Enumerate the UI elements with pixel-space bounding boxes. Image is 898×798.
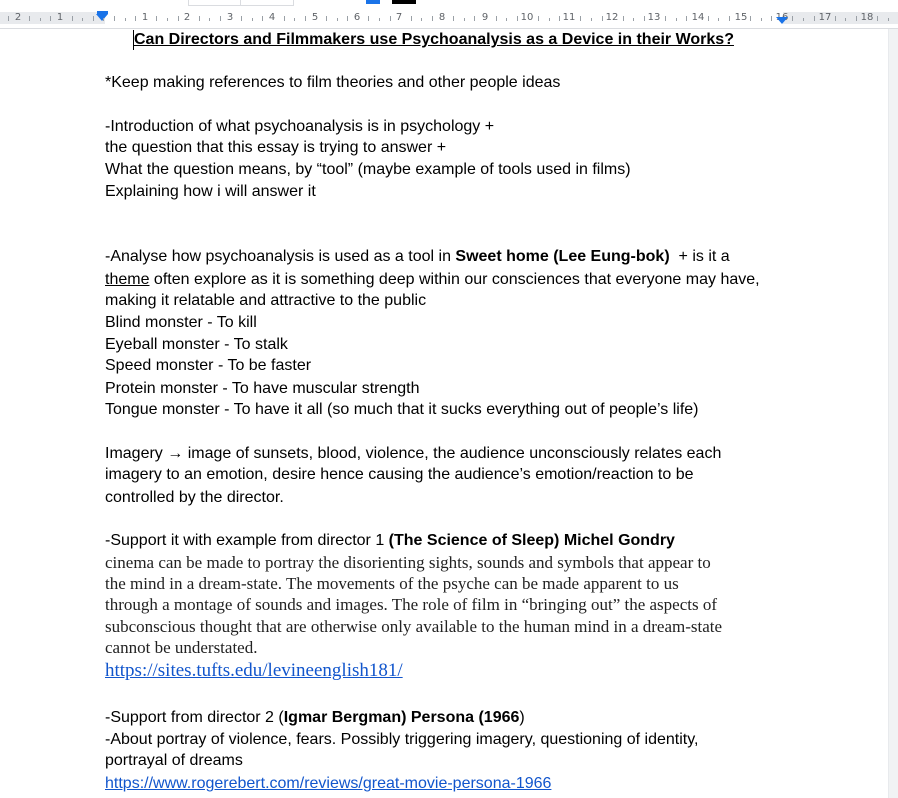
ruler-number: 12 — [605, 12, 619, 23]
ruler-tick — [368, 16, 369, 21]
ruler-tick — [792, 16, 793, 21]
ruler-tick — [252, 18, 253, 21]
ruler-tick — [209, 18, 210, 21]
ruler-tick — [559, 16, 560, 21]
relatable-line: making it relatable and attractive to the public — [105, 292, 427, 309]
ruler-tick — [803, 18, 804, 21]
analyse-text: -Analyse how psychoanalysis is used as a tool in — [105, 248, 456, 265]
support-1-line — [105, 530, 675, 552]
ruler-number: 3 — [226, 12, 234, 23]
quote-line-1: cinema can be made to portray the disorienting sights, sounds and symbols that appear to — [105, 553, 711, 572]
support-2-close: ) — [519, 709, 525, 726]
right-indent-marker[interactable] — [776, 17, 788, 24]
source-link-1[interactable]: https://sites.tufts.edu/levineenglish181/ — [105, 660, 403, 681]
support-1-film: (The Science of Sleep) Michel Gondry — [388, 532, 675, 549]
imagery-line-3: controlled by the director. — [105, 489, 284, 506]
ruler-tick — [708, 16, 709, 21]
quote-line-3: through a montage of sounds and images. The role of film in “bringing out” the aspects of — [105, 595, 718, 614]
ruler-tick — [750, 16, 751, 21]
ruler-tick — [602, 16, 603, 21]
ruler-tick — [729, 16, 730, 21]
ruler-tick — [814, 16, 815, 21]
ruler-tick — [845, 18, 846, 21]
left-indent-marker[interactable] — [96, 14, 108, 21]
ruler-tick — [262, 16, 263, 21]
ruler-number: 4 — [268, 12, 276, 23]
ruler-tick — [686, 16, 687, 21]
about-line-1: -About portray of violence, fears. Possibly triggering imagery, questioning of identity, — [105, 731, 699, 748]
ruler-tick — [644, 16, 645, 21]
note-line: *Keep making references to film theories and other people ideas — [105, 74, 561, 91]
ruler-tick — [411, 16, 412, 21]
support-1-text: -Support it with example from director 1 — [105, 532, 389, 549]
ruler-tick — [29, 16, 30, 21]
monster-line: Blind monster - To kill — [105, 314, 257, 331]
ruler-tick — [40, 18, 41, 21]
support-2-line — [105, 707, 525, 729]
ruler-tick — [72, 16, 73, 21]
ruler-tick — [50, 16, 51, 21]
intro-line-3: What the question means, by “tool” (maybe example of tools used in films) — [105, 161, 631, 178]
ruler-number: 1 — [141, 12, 149, 23]
ruler-tick — [549, 18, 550, 21]
monster-line: Protein monster - To have muscular strength — [105, 380, 420, 397]
ruler-tick — [538, 16, 539, 21]
theme-line — [105, 269, 760, 291]
ruler-tick — [390, 16, 391, 21]
ruler-number: 2 — [183, 12, 191, 23]
ruler-tick — [82, 18, 83, 21]
ruler-number: 8 — [438, 12, 446, 23]
ruler-tick — [305, 16, 306, 21]
ruler-tick — [877, 16, 878, 21]
ruler-tick — [835, 16, 836, 21]
theme-word[interactable]: theme — [105, 271, 150, 288]
ruler-tick — [623, 16, 624, 21]
ruler-tick — [591, 18, 592, 21]
ruler-tick — [633, 18, 634, 21]
first-line-indent-marker[interactable] — [97, 11, 108, 14]
ruler-tick — [347, 16, 348, 21]
scrollbar[interactable] — [888, 29, 898, 798]
ruler-tick — [856, 16, 857, 21]
ruler-tick — [178, 16, 179, 21]
text-color-indicator — [392, 0, 416, 4]
ruler-tick — [888, 18, 889, 21]
ruler-tick — [326, 16, 327, 21]
monster-line: Speed monster - To be faster — [105, 357, 312, 374]
ruler-number: 13 — [647, 12, 661, 23]
ruler-tick — [114, 16, 115, 21]
ruler-tick — [284, 16, 285, 21]
ruler-tick — [718, 18, 719, 21]
intro-line-4: Explaining how i will answer it — [105, 183, 316, 200]
document-page[interactable] — [0, 29, 889, 798]
ruler-tick — [125, 18, 126, 21]
monster-line: Eyeball monster - To stalk — [105, 336, 288, 353]
ruler-tick — [453, 16, 454, 21]
ruler-tick — [156, 16, 157, 21]
toolbar-edge — [240, 0, 294, 6]
monster-line: Tongue monster - To have it all (so much that it sucks everything out of people’s life) — [105, 401, 699, 418]
ruler-tick — [665, 16, 666, 21]
quote-line-5: cannot be understated. — [105, 638, 258, 657]
ruler-number: 14 — [691, 12, 705, 23]
ruler-tick — [294, 18, 295, 21]
ruler-tick — [496, 16, 497, 21]
ruler-tick — [379, 18, 380, 21]
ruler-tick — [676, 18, 677, 21]
ruler-tick — [167, 18, 168, 21]
ruler-tick — [337, 18, 338, 21]
ruler-tick — [771, 16, 772, 21]
ruler-number: 2 — [14, 12, 22, 23]
ruler-number: 16 — [775, 12, 789, 23]
quote-line-4: subconscious thought that are otherwise only available to the human mind in a dream-state — [105, 617, 723, 636]
imagery-line-2: imagery to an emotion, desire hence causing the audience’s emotion/reaction to be — [105, 466, 694, 483]
ruler-tick — [464, 18, 465, 21]
ruler-number: 18 — [860, 12, 874, 23]
toolbar-edge — [188, 0, 242, 6]
ruler-tick — [103, 18, 104, 21]
support-2-text: -Support from director 2 ( — [105, 709, 284, 726]
intro-line-1: -Introduction of what psychoanalysis is in psychology + — [105, 118, 495, 135]
ruler-number: 1 — [56, 12, 64, 23]
ruler-tick — [241, 16, 242, 21]
theme-rest: often explore as it is something deep within our consciences that everyone may have, — [149, 271, 760, 288]
ruler-tick — [432, 16, 433, 21]
ruler-tick — [580, 16, 581, 21]
intro-line-2: the question that this essay is trying to answer + — [105, 139, 447, 156]
ruler-number: 5 — [311, 12, 319, 23]
about-line-2: portrayal of dreams — [105, 752, 243, 769]
ruler-tick — [93, 16, 94, 21]
ruler-number: 7 — [395, 12, 403, 23]
ruler-tick — [421, 18, 422, 21]
ruler-number: 11 — [562, 12, 576, 23]
ruler-tick — [474, 16, 475, 21]
source-link-2[interactable]: https://www.rogerebert.com/reviews/great-movie-persona-1966 — [105, 775, 552, 792]
ruler-number: 10 — [520, 12, 534, 23]
ruler-tick — [220, 16, 221, 21]
ruler-tick — [506, 18, 507, 21]
imagery-line-1: Imagery → image of sunsets, blood, violence, the audience unconsciously relates each — [105, 445, 722, 462]
analyse-film: Sweet home (Lee Eung-bok) — [455, 248, 670, 265]
ruler-number: 9 — [481, 12, 489, 23]
ruler-number: 17 — [818, 12, 832, 23]
ruler[interactable] — [0, 0, 898, 29]
ruler-tick — [135, 16, 136, 21]
toolbar-active-indicator — [366, 0, 380, 4]
quote-line-2: the mind in a dream-state. The movements of the psyche can be made apparent to us — [105, 574, 679, 593]
ruler-tick — [517, 16, 518, 21]
document-title: Can Directors and Filmmakers use Psychoanalysis as a Device in their Works? — [134, 31, 734, 48]
analyse-line — [105, 246, 730, 268]
ruler-tick — [8, 16, 9, 21]
ruler-right-margin — [783, 12, 898, 24]
ruler-number: 6 — [353, 12, 361, 23]
ruler-number: 15 — [734, 12, 748, 23]
analyse-tail: + is it a — [669, 248, 730, 265]
ruler-tick — [761, 18, 762, 21]
support-2-film: Igmar Bergman) Persona (1966 — [283, 709, 520, 726]
ruler-tick — [199, 16, 200, 21]
